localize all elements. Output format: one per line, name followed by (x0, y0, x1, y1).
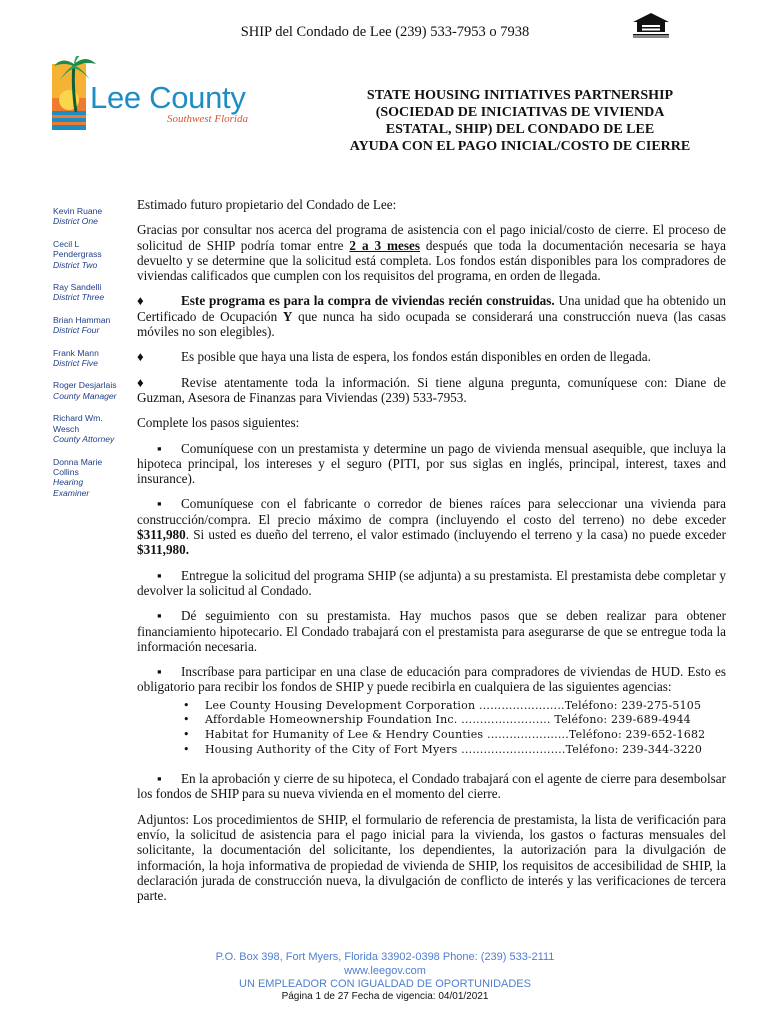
bullet-waiting-list (137, 349, 726, 364)
sidebar-entry (53, 457, 125, 499)
square-bullet-icon: ▪ (157, 440, 162, 456)
bullet-new-construction (137, 293, 726, 339)
diamond-bullet-icon: ♦ (137, 293, 144, 309)
steps-intro: Complete los pasos siguientes: (137, 415, 300, 431)
footer-employer: UN EMPLEADOR CON IGUALDAD DE OPORTUNIDADES (239, 978, 531, 990)
step-text: Comuníquese con el fabricante o corredor de bienes raíces para seleccionar una vivienda para construcción/compra. El precio máximo de compra (incluyendo el costo del terreno) no debe exceder (137, 496, 726, 527)
official-name: Ray Sandelli (53, 282, 102, 293)
diamond-bullet-icon: ♦ (137, 374, 144, 390)
sidebar-entry (53, 282, 125, 303)
agency-item: • Lee County Housing Development Corporation …………………..Teléfono: 239-275-5105 (205, 699, 726, 714)
footer-address: P.O. Box 398, Fort Myers, Florida 33902-0398 Phone: (239) 533-2111 (215, 951, 555, 963)
official-name: Donna Marie Collins (53, 456, 103, 477)
step-text: Dé seguimiento con su prestamista. Hay muchos pasos que se deben realizar para obtener financiamiento hipotecario. El Condado trabajará con el prestamista para asegurarse de que se entregue toda la información necesaria. (137, 608, 726, 654)
official-role: District Four (53, 325, 100, 336)
step-item (137, 771, 726, 802)
max-value: $311,980. (137, 542, 190, 558)
step-item (137, 608, 726, 654)
intro-text: Gracias por consultar nos acerca del programa de asistencia con el pago inicial/costo de cierre. El proceso de solicitud de SHIP podría tomar entre (137, 222, 726, 253)
intro-paragraph (137, 222, 726, 283)
title-line: ESTATAL, SHIP) DEL CONDADO DE LEE (385, 122, 655, 137)
title-line: STATE HOUSING INITIATIVES PARTNERSHIP (366, 88, 674, 103)
processing-time: 2 a 3 meses (349, 237, 420, 253)
step-text: Inscríbase para participar en una clase de educación para compradores de viviendas de HUD. Esto es obligatorio para recibir los fondos de SHIP y puede recibirla en cualquiera de las siguientes agencias: (137, 664, 726, 695)
bullet-text: Una unidad que ha obtenido un Certificado de Ocupación (137, 293, 726, 324)
official-role: District Five (53, 358, 98, 369)
official-role: Hearing Examiner (53, 477, 90, 498)
bullet-bold-text: Este programa es para la compra de viviendas recién construidas. (181, 293, 555, 309)
step-item (137, 441, 726, 487)
document-title (320, 87, 720, 155)
logo-wordmark: Lee County (90, 80, 246, 115)
square-bullet-icon: ▪ (157, 608, 162, 624)
bullet-text: Es posible que haya una lista de espera, los fondos están disponibles en orden de llegada. (181, 349, 651, 365)
step-text: Entregue la solicitud del programa SHIP (se adjunta) a su prestamista. El prestamista debe completar y devolver la solicitud al Condado. (137, 567, 726, 598)
official-name: Brian Hamman (53, 314, 111, 325)
official-name: Richard Wm. Wesch (53, 413, 103, 434)
attachments-paragraph: Adjuntos: Los procedimientos de SHIP, el formulario de referencia de prestamista, la lista de verificación para envío, la solicitud de asistencia para el pago inicial para la vivienda, los gastos o facturas mensuales del solicitante, la documentación del solicitante, los dependientes, la autorización para la divulgación de información, la hoja informativa de propiedad de vivienda de SHIP, los requisitos de accesibilidad de SHIP, la declaración jurada de construcción nueva, la divulgación de conflicto de interés y las verificaciones de tercera parte. (137, 811, 726, 904)
equal-housing-logo-icon (629, 12, 673, 38)
title-line: AYUDA CON EL PAGO INICIAL/COSTO DE CIERRE (349, 139, 691, 154)
official-name: Kevin Ruane (53, 206, 103, 216)
official-role: District Two (53, 259, 98, 270)
official-role: County Manager (53, 390, 117, 401)
sidebar-entry (53, 348, 125, 369)
agency-list (205, 699, 726, 757)
sidebar-entry (53, 413, 125, 444)
step-text-cont: . Si usted es dueño del terreno, el valor estimado (incluyendo el terreno y la casa) no puede exceder (185, 527, 726, 543)
max-price: $311,980 (137, 527, 186, 543)
commissioners-sidebar (53, 206, 125, 510)
square-bullet-icon: ▪ (157, 496, 162, 512)
step-text: En la aprobación y cierre de su hipoteca, el Condado trabajará con el agente de cierre para desembolsar los fondos de SHIP para su nueva vivienda en el momento del cierre. (137, 771, 726, 802)
sidebar-entry (53, 315, 125, 336)
official-name: Cecil L Pendergrass (53, 238, 102, 260)
bullet-review-info (137, 375, 726, 406)
header-contact-line: SHIP del Condado de Lee (239) 533-7953 o 7938 (240, 24, 530, 40)
bullet-y: Y (282, 308, 293, 324)
official-role: District One (53, 216, 98, 227)
square-bullet-icon: ▪ (157, 771, 162, 787)
sidebar-entry (53, 380, 125, 401)
step-item (137, 496, 726, 557)
agency-item: • Housing Authority of the City of Fort Myers ……………………….Teléfono: 239-344-3220 (205, 743, 726, 758)
square-bullet-icon: ▪ (157, 567, 162, 583)
official-role: County Attorney (53, 434, 115, 445)
official-name: Frank Mann (53, 347, 99, 358)
bullet-text-cont: que nunca ha sido ocupada se considerará una construcción nueva (las casas móviles no son elegibles). (137, 308, 726, 340)
step-item (137, 568, 726, 599)
title-line: (SOCIEDAD DE INICIATIVAS DE VIVIENDA (375, 105, 665, 120)
intro-text-cont: después que toda la documentación necesaria se haya devuelto y se determine que la solicitud está completa. Los fondos están disponibles para los compradores de viviendas calificados que cumplen con los requisitos del programa, en orden de llegada. (137, 237, 726, 284)
greeting: Estimado futuro propietario del Condado de Lee: (137, 197, 397, 212)
page-number: Página 1 de 27 Fecha de vigencia: 04/01/2021 (281, 991, 489, 1002)
official-name: Roger Desjarlais (53, 380, 117, 391)
diamond-bullet-icon: ♦ (137, 349, 144, 365)
step-text: Comuníquese con un prestamista y determine un pago de vivienda mensual asequible, que incluya la hipoteca principal, los intereses y el seguro (PITI, por sus siglas en inglés, principal, interest, taxes and insurance). (137, 440, 726, 487)
agency-item: • Affordable Homeownership Foundation Inc. …………………… Teléfono: 239-689-4944 (205, 713, 726, 728)
page-footer (0, 951, 770, 992)
official-role: District Three (53, 292, 105, 303)
step-item (137, 664, 726, 695)
bullet-text: Revise atentamente toda la información. Si tiene alguna pregunta, comuníquese con: Diane de Guzman, Asesora de Finanzas para Viviendas (239) 533-7953. (137, 374, 726, 405)
agency-item: • Habitat for Humanity of Lee & Hendry Counties ………………....Teléfono: 239-652-1682 (205, 728, 726, 743)
sidebar-entry (53, 239, 125, 270)
sidebar-entry (53, 206, 125, 227)
square-bullet-icon: ▪ (157, 664, 162, 680)
footer-website[interactable]: www.leegov.com (344, 964, 426, 977)
logo-tagline: Southwest Florida (167, 113, 248, 125)
letter-body (137, 197, 726, 913)
